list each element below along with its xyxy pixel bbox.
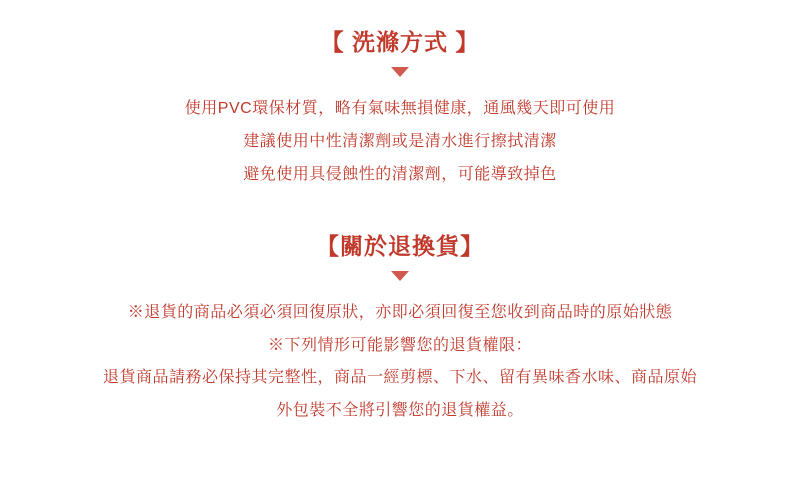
washing-instructions-section bbox=[0, 26, 800, 192]
text-line: 退貨商品請務必保持其完整性，商品一經剪標、下水、留有異味香水味、商品原始 bbox=[102, 369, 697, 387]
text-line: 避免使用具侵蝕性的清潔劑，可能導致掉色 bbox=[243, 165, 557, 183]
text-line: 外包裝不全將引響您的退貨權益。 bbox=[276, 402, 524, 420]
text-line: 建議使用中性清潔劑或是清水進行擦拭清潔 bbox=[243, 132, 557, 150]
returns-policy-title: 【關於退換貨】 bbox=[316, 232, 484, 259]
triangle-down-icon bbox=[391, 271, 409, 281]
washing-instructions-lines bbox=[0, 93, 800, 191]
text-line: ※退貨的商品必須必須回復原狀，亦即必須回復至您收到商品時的原始狀態 bbox=[127, 303, 673, 321]
returns-policy-section bbox=[0, 230, 800, 428]
returns-policy-lines bbox=[0, 297, 800, 428]
triangle-down-icon bbox=[391, 67, 409, 77]
washing-instructions-title: 【 洗滌方式 】 bbox=[320, 29, 480, 55]
text-line: 使用PVC環保材質，略有氣味無損健康，通風幾天即可使用 bbox=[184, 100, 616, 118]
text-line: ※下列情形可能影響您的退貨權限： bbox=[267, 336, 532, 354]
